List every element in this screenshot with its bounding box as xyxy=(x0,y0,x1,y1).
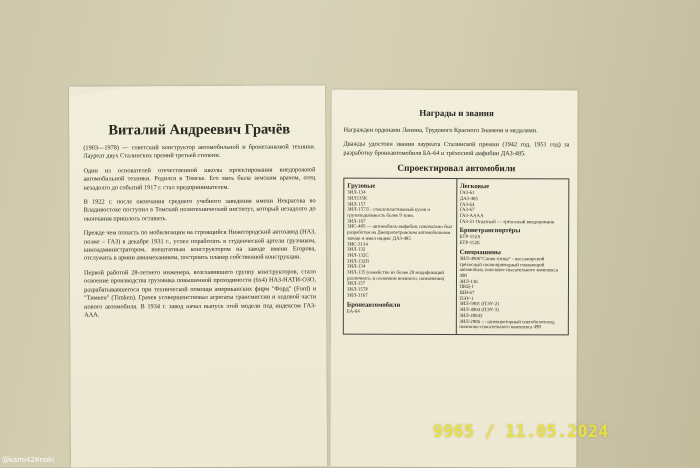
vehicle-item: БТР-152Б xyxy=(459,241,480,247)
vehicle-item: ЗИЛ-157Л - стеклопластиковый кузов и грузоподъёмность более 9 тонн. xyxy=(347,207,431,219)
vehicle-item: ЗИЛ-134 xyxy=(347,190,366,196)
vehicle-item: ЗИЛ-2906 — шнекороторный снегоболотоход поисково-спасательного комплекса 490 xyxy=(459,319,555,331)
tape-strip xyxy=(69,85,125,96)
vehicle-item: ГАЗ-61 xyxy=(459,191,475,197)
vehicle-item: ЗИЛ-157 xyxy=(346,282,366,288)
designed-title: Спроектировал автомобили xyxy=(397,164,516,175)
vehicle-item: ЗИЛ-132С xyxy=(347,253,369,259)
vehicle-item: ДАЗ-485 xyxy=(459,196,478,203)
vehicle-item: ЗИЛ-136 xyxy=(459,279,478,285)
vehicle-item: ЗИЛ-167 xyxy=(347,219,366,225)
awards-paragraph: Дважды удостоен звания лауреата Сталинской премии (1942 год, 1951 год) за разработку бронеавтомобиля БА-64 и трёхосной амфибии ДАЗ-485. xyxy=(343,141,570,158)
vehicles-column-left xyxy=(344,179,456,334)
bio-paragraph: Прежде чем попасть по мобилизации на строящийся Нижегородский автозавод (НАЗ, позже – ГАЗ) в декабре 1931 г., успел поработать в студенческой артели грузчиком, киноадминистратором, внештатным конструктором на заводе имени Егорова, отслужить в армии авиамехаником, построить планер собственной конструкции. xyxy=(83,228,316,263)
watermark: @kami428noki xyxy=(2,456,55,464)
vehicle-item: ЗИЛ-5901 (ПЭУ-2) xyxy=(459,302,499,308)
vehicle-category: Спецмашины xyxy=(459,248,501,257)
vehicle-item: ГАЗ-67 xyxy=(459,208,475,214)
awards-paragraph: Награжден орденами Ленина, Трудового Красного Знамени и медалями. xyxy=(343,126,538,135)
vehicle-item: ЗИЛ-4904 (ПЭУ-3) xyxy=(459,308,499,314)
vehicles-table xyxy=(343,178,570,336)
vehicle-item: ПЭУ-1 xyxy=(459,296,474,302)
vehicle-item: ГАЗ-АААА xyxy=(459,214,484,220)
vehicle-item: ЗИЛ135К xyxy=(347,196,368,202)
vehicle-item: ГАЗ-21 Опытный — трёхосный внедорожник xyxy=(459,219,555,226)
vehicle-item: ЗИЛ-134 xyxy=(347,264,366,271)
vehicle-category: Грузовые xyxy=(347,182,376,190)
awards-title: Награды и звания xyxy=(419,107,494,119)
vehicle-category: Бронеавтомобили xyxy=(346,301,401,309)
vehicles-column-right xyxy=(455,179,568,334)
bio-paragraph: (1903—1978) — советский конструктор автомобильной и бронетанковой техники. Лауреат двух Сталинских премий третьей степени. xyxy=(83,143,316,161)
bio-paragraph: Один из основателей отечественной школы проектирования внедорожной автомобильной техники. Родился в Томске. Его мать была земским врачом, отец незадолго до событий 1917 г. стал предпринимателем. xyxy=(83,166,316,192)
biography-sheet xyxy=(69,85,327,467)
vehicle-item: ЗИЛ-132 xyxy=(347,247,366,253)
vehicle-item: ЗИЛ-157 xyxy=(347,202,366,208)
vehicle-category: Бронетранспортёры xyxy=(459,227,521,235)
vehicle-item: ЗИС-3134 xyxy=(347,242,368,248)
vehicle-category: Легковые xyxy=(459,183,490,191)
vehicle-item: БТР-152А xyxy=(459,235,481,241)
vehicle-item: ЗИЛ-3167 xyxy=(346,293,368,299)
bio-title: Виталий Андреевич Грачёв xyxy=(108,121,291,139)
bio-paragraph: В 1922 г. после окончания среднего учебного заведения имени Некрасова во Владивостоке поступил в Томский политехнический институт, который незадолго до окончания пришлось оставить. xyxy=(83,197,316,223)
vehicle-item: ЗИЛ-4906"Синяя птица" - пассажирский трёхосный полноприводный плавающий автомобиль поисково-спасательного комплекса 490 xyxy=(459,256,558,279)
bio-paragraph: Первой работой 28-летнего инженера, возглавившего группу конструкторов, стало освоение производства грузовика повышенной проходимости (6х4) НАЗ-НАТИ-ОЗО, разрабатывавшегося при технической помощи американских фирм "Форд" (Ford) и "Тимкен" (Timken). Грачев усовершенствовал агрегаты трансмиссии и ходовой части нового автомобиля. В 1934 г. завод начал выпуск этой модели под индексом ГАЗ-ААА. xyxy=(83,268,317,319)
vehicle-item: БА-64 xyxy=(346,309,360,315)
vehicle-item: ШН-67 xyxy=(459,291,475,297)
awards-sheet xyxy=(330,90,577,468)
vehicle-item: ЗИЛ-157Р xyxy=(346,287,368,293)
vehicle-item: ЗИЛ-135 (семейство из более 20 модификаций различного, в основном военного, назначения) xyxy=(346,270,445,282)
vehicle-item: ЗИЛ-132П xyxy=(347,259,369,265)
photo-stamp: 9965 / 11.05.2024 xyxy=(433,422,609,441)
vehicle-item: ПКЦ-1 xyxy=(459,285,474,291)
vehicle-item: ЗИС-485 — автомобиль-амфибия, изначально был разработан на Днепропетровском автомобильном заводе и имел индекс ДАЗ-485 xyxy=(347,225,453,242)
vehicle-item: ГАЗ-64 xyxy=(459,202,475,208)
vehicle-item: ЗИЛ-49042 xyxy=(459,313,483,319)
